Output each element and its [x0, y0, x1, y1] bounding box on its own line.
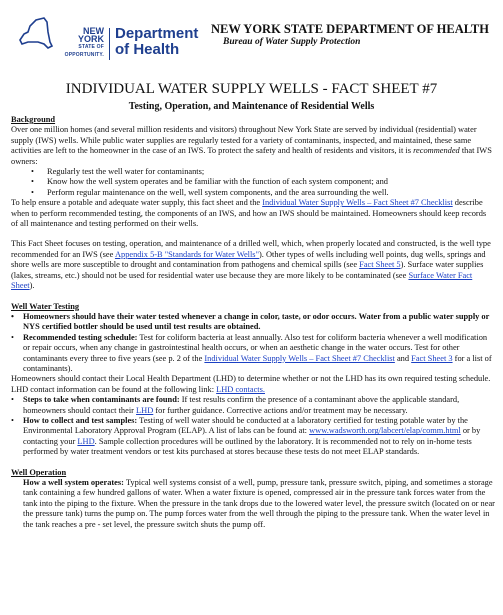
text: that IWS owners: — [11, 146, 492, 166]
testing-bullet-contaminants — [11, 395, 495, 416]
text: for further guidance. Corrective actions and/or treatment may be necessary. — [153, 405, 408, 415]
label: Recommended testing schedule: — [23, 332, 138, 342]
testing-bullet-samples — [11, 416, 495, 458]
text: Over one million homes (and several million residents and visitors) throughout New York State are served by individual (residential) water supply (IWS) wells. While public water supplies are regularly tested for a variety of contaminants, inspected, and maintained, these same activities are left to the homeowner in the case of an IWS. To protect the safety and health of residents and visitors, it is — [11, 125, 477, 156]
label: How to collect and test samples: — [23, 415, 138, 425]
page-subtitle: Testing, Operation, and Maintenance of Residential Wells — [128, 101, 375, 112]
emphasis-text: recommended — [413, 146, 460, 156]
list-item: • Know how the well system operates and be familiar with the function of each system component; and — [11, 177, 495, 187]
text: for a list of contaminants). — [23, 353, 492, 373]
text: ). — [29, 281, 35, 291]
bureau-name: Bureau of Water Supply Protection — [223, 37, 361, 47]
text: To help ensure a potable and adequate water supply, this fact sheet and the — [11, 198, 263, 208]
text: Typical well systems consist of a well, pump, pressure tank, pressure switch, piping, and sometimes a storage tank containing a few hundred gallons of water. When a water fixture is opened, compressed air in the pressure tank forces water from the tank into the piping to the fixture. When the pressure in the tank drops due to the lowered water level, the pressure switch (located on or near the pressure tank) turns the pump on. The pump forces water from the well through the piping to the pressure tank. When the water level in the tank reaches a pre - set level, the pressure switch shuts the pump off. — [23, 478, 495, 529]
text: describe when to perform recommended testing, the components of an IWS, and how an IWS should be maintained. Homeowners should keep records of all maintenance and testing performed on their wells. — [11, 198, 487, 229]
doh-line2: of Health — [115, 41, 180, 58]
doh-wordmark — [115, 26, 198, 58]
testing-bullet-change: • Homeowners should have their water tested whenever a change in color, taste, or odor occurs. Water from a public water supply or NYS certified bottler should be used until test results are obtained. — [11, 312, 495, 333]
text: Test for coliform bacteria at least annually. Also test for coliform bacteria whenever a well modification or repair occurs, when any change in gastrointestinal health occurs, or when an aesthetic change in the water occurs. Test for other contaminants every three to five years (see p. 2 of the — [23, 332, 488, 363]
text: ). Other types of wells including well points, dug wells, springs and shore wells are more susceptible to drought and contamination from pathogens and chemical spills (see — [11, 249, 486, 270]
elap-labs-link[interactable]: www.wadsworth.org/labcert/elap/comm.html — [309, 426, 461, 436]
background-paragraph-3 — [11, 239, 495, 291]
list-item: • Perform regular maintenance on the well, well system components, and the area surrounding the well. — [11, 188, 495, 198]
new-york-state-map-icon — [14, 12, 56, 54]
text: This Fact Sheet focuses on testing, operation, and maintenance of a drilled well, which, when properly located and constructed, is the well type recommended for an IWS (see — [11, 239, 491, 259]
section-heading-background: Background — [11, 115, 56, 124]
lhd-paragraph — [11, 374, 495, 395]
text: or by contacting your — [23, 426, 481, 446]
fact-sheet-5-link[interactable]: Fact Sheet 5 — [359, 260, 401, 270]
nys-wordmark — [58, 27, 104, 59]
section-heading-operation: Well Operation — [11, 467, 67, 477]
text: ). Surface water supplies (lakes, streams, etc.) should not be used for residential water use because they are more likely to be contaminated (see — [11, 260, 484, 280]
nys-line1: NEW YORK — [77, 26, 104, 44]
doh-line1: Department — [115, 25, 199, 42]
owner-recommendations-list — [11, 167, 495, 198]
text: and — [394, 353, 412, 363]
checklist-link[interactable]: Individual Water Supply Wells – Fact Sheet #7 Checklist — [262, 198, 453, 208]
background-paragraph-2 — [11, 198, 495, 229]
label: How a well system operates: — [23, 478, 124, 487]
surface-water-fact-sheet-link[interactable]: Surface Water Fact Sheet — [11, 270, 473, 291]
fact-sheet-3-link[interactable]: Fact Sheet 3 — [411, 353, 453, 363]
logo-divider — [109, 28, 110, 60]
background-paragraph-1 — [11, 125, 495, 167]
lhd-contacts-link[interactable]: LHD contacts. — [216, 384, 265, 394]
testing-bullet-schedule — [11, 333, 495, 375]
department-title: NEW YORK STATE DEPARTMENT OF HEALTH — [211, 22, 489, 36]
nys-line3: OPPORTUNITY. — [64, 52, 104, 58]
text: . Sample collection procedures will be outlined by the laboratory. It is recommended not to rely on in-home tests performed by water treatment vendors or test kits purchased at stores because these tests do not meet ELAP standards. — [23, 436, 472, 457]
operation-paragraph — [11, 478, 495, 530]
page-title: INDIVIDUAL WATER SUPPLY WELLS - FACT SHEET #7 — [65, 81, 438, 97]
checklist-link-2[interactable]: Individual Water Supply Wells – Fact Sheet #7 Checklist — [204, 353, 395, 363]
section-heading-testing: Well Water Testing — [11, 301, 80, 311]
list-item: • Regularly test the well water for contaminants; — [11, 167, 495, 177]
document-body — [11, 115, 495, 530]
nys-line2: STATE OF — [78, 44, 104, 50]
appendix-5b-link[interactable]: Appendix 5-B "Standards for Water Wells" — [114, 249, 259, 259]
lhd-link[interactable]: LHD — [136, 405, 154, 415]
label: Steps to take when contaminants are found: — [23, 395, 180, 405]
lhd-link-2[interactable]: LHD — [77, 436, 95, 446]
text: Homeowners should contact their Local Health Department (LHD) to determine whether or not the LHD has its own required testing schedule. LHD contact information can be found at the following link: — [11, 374, 491, 394]
nys-doh-logo — [14, 12, 209, 62]
text: Testing of well water should be conducted at a laboratory certified for testing potable water by the Environmental Laboratory Approval Program (ELAP). A list of labs can be found at: — [23, 415, 468, 436]
page-header — [0, 0, 503, 74]
text: If test results confirm the presence of a contaminant above the applicable standard, homeowners should contact their — [23, 395, 460, 415]
